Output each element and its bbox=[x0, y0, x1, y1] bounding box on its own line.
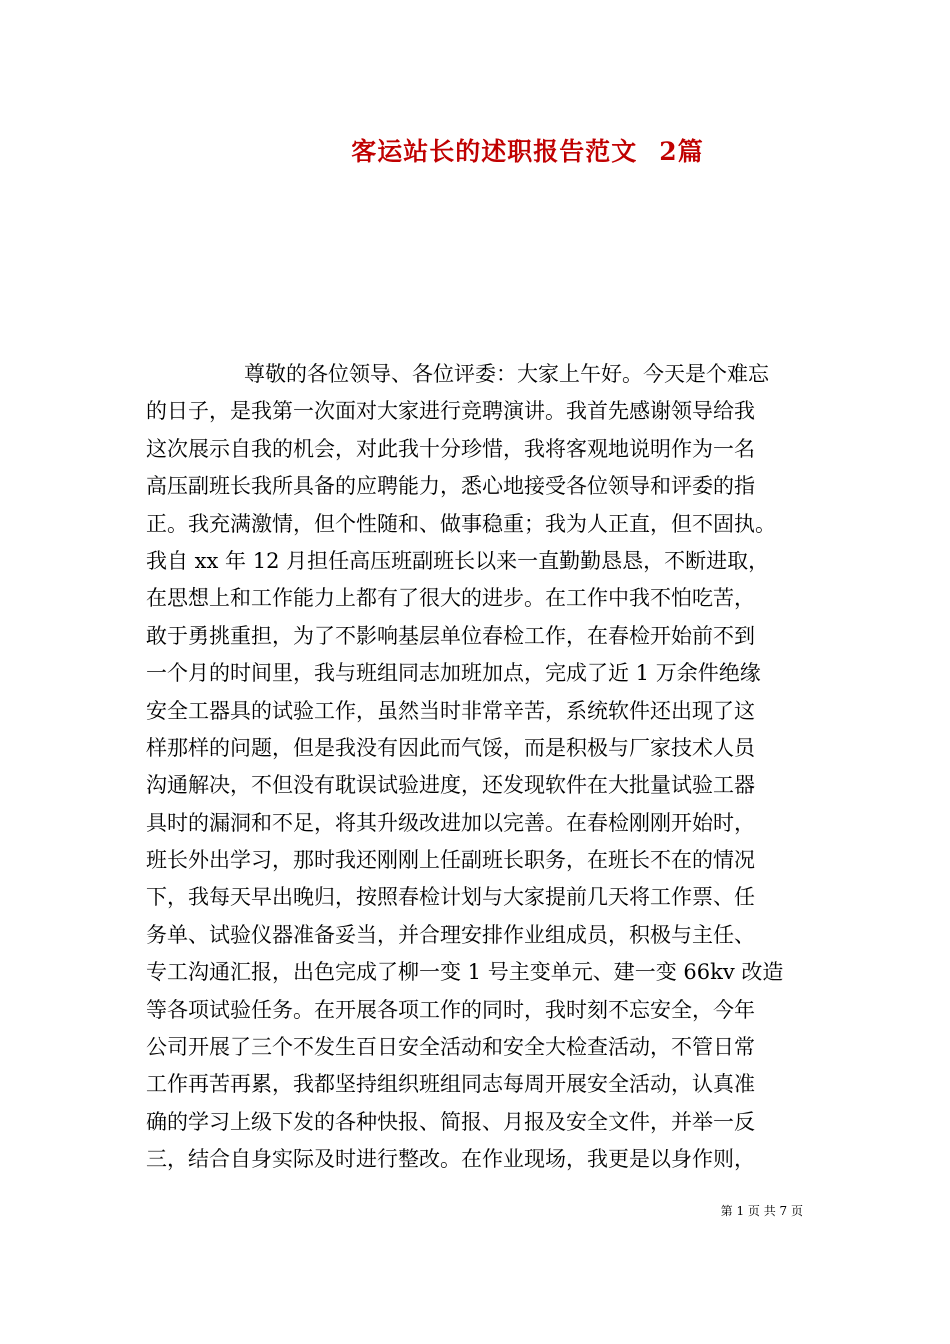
page-number-footer: 第 1 页 共 7 页 bbox=[720, 1204, 803, 1218]
paragraph-line: 三，结合自身实际及时进行整改。在作业现场，我更是以身作则， bbox=[146, 1147, 755, 1172]
body-paragraph bbox=[146, 356, 830, 1179]
paragraph-line: 尊敬的各位领导、各位评委：大家上午好。今天是个难忘 bbox=[244, 362, 769, 386]
paragraph-line: 正。我充满激情，但个性随和、做事稳重；我为人正直，但不固执。 bbox=[146, 511, 776, 536]
paragraph-line: 这次展示自我的机会，对此我十分珍惜，我将客观地说明作为一名 bbox=[146, 436, 755, 461]
paragraph-line: 沟通解决，不但没有耽误试验进度，还发现软件在大批量试验工器 bbox=[146, 773, 755, 798]
paragraph-line: 安全工器具的试验工作，虽然当时非常辛苦，系统软件还出现了这 bbox=[146, 698, 755, 723]
paragraph-line: 的日子，是我第一次面对大家进行竞聘演讲。我首先感谢领导给我 bbox=[146, 399, 755, 424]
paragraph-line: 下，我每天早出晚归，按照春检计划与大家提前几天将工作票、任 bbox=[146, 885, 755, 910]
paragraph-line: 高压副班长我所具备的应聘能力，悉心地接受各位领导和评委的指 bbox=[146, 474, 755, 499]
title-count: 2篇 bbox=[659, 137, 704, 166]
paragraph-line: 务单、试验仪器准备妥当，并合理安排作业组成员，积极与主任、 bbox=[146, 922, 755, 947]
paragraph-line: 班长外出学习，那时我还刚刚上任副班长职务，在班长不在的情况 bbox=[146, 848, 755, 873]
paragraph-line: 等各项试验任务。在开展各项工作的同时，我时刻不忘安全，今年 bbox=[146, 997, 755, 1022]
paragraph-line: 样那样的问题，但是我没有因此而气馁，而是积极与厂家技术人员 bbox=[146, 735, 755, 760]
title-text: 客运站长的述职报告范文 bbox=[351, 137, 638, 166]
paragraph-line: 公司开展了三个不发生百日安全活动和安全大检查活动，不管日常 bbox=[146, 1035, 755, 1060]
paragraph-line: 具时的漏洞和不足，将其升级改进加以完善。在春检刚刚开始时， bbox=[146, 810, 755, 835]
paragraph-line: 敢于勇挑重担，为了不影响基层单位春检工作，在春检开始前不到 bbox=[146, 623, 755, 648]
paragraph-line: 一个月的时间里，我与班组同志加班加点，完成了近 1 万余件绝缘 bbox=[146, 661, 761, 686]
paragraph-line: 我自 xx 年 12 月担任高压班副班长以来一直勤勤恳恳，不断进取， bbox=[146, 548, 770, 573]
paragraph-line: 确的学习上级下发的各种快报、简报、月报及安全文件，并举一反 bbox=[146, 1109, 755, 1134]
paragraph-line: 专工沟通汇报，出色完成了柳一变 1 号主变单元、建一变 66kv 改造 bbox=[146, 960, 784, 985]
paragraph-line: 在思想上和工作能力上都有了很大的进步。在工作中我不怕吃苦， bbox=[146, 586, 755, 611]
document-title bbox=[0, 132, 950, 168]
paragraph-line: 工作再苦再累，我都坚持组织班组同志每周开展安全活动，认真准 bbox=[146, 1072, 755, 1097]
